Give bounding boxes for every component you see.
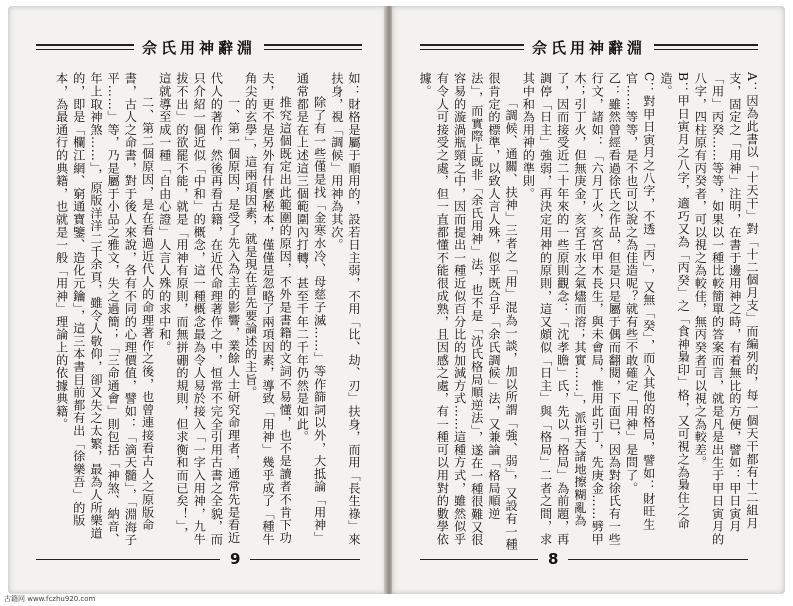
right-page-body (418, 72, 760, 552)
left-page (8, 6, 386, 594)
paragraph: A：因為此書以「十天干」對「十二個月支」而編列的，每一個天干都有十二組月支，固定之「用神」注明，在書于邊用神之時，有着無比的方便，譬如：甲日寅月「用」丙癸……等等，如果以一種比較簡單的答案而言，就是凡是出生于甲日寅月的八字，四柱原有丙癸者，可以視之為較佳，無丙癸者可以視之為較差。 (693, 72, 759, 546)
right-page-header (420, 34, 758, 60)
site-watermark: 古籍网 www.fczhu920.com (4, 595, 96, 603)
header-rule-left (420, 44, 524, 50)
header-rule-right (264, 44, 362, 50)
paragraph: 除了有一些僅是找「金寒水冷、母慈子滅……」等作篩詞以外，大抵論「用神」通常都是在上述這三個範圍內打轉，甚至千年二千年仍然是如此。 (295, 72, 327, 545)
paragraph: 二、第二個原因，是在看過近代人的命理著作之後，也曾連接看古人之原版命書，古人之命書，對于後人來說，各有不同的心理價值，譬如：「滴天髓」，「淵海子平……」等，乃是屬于小品之雅文，失之過簡；「三命通會」則包括「神煞、納音、年上取神煞……」，原版洋洋二千余頁，雖令人敬仰，卻又失之太繁，最為人所樂道的，即是「欄江網、窮通寶鑒、造化元鑰」，這三本書目前都有出「徐樂吾」的版本，為最通行的典籍，也就是一般「用神」理論上的依據典籍。 (54, 72, 155, 547)
left-page-footer (8, 550, 386, 568)
header-rule-right (654, 44, 758, 50)
page-number: 8 (548, 550, 559, 568)
footer-rule (568, 559, 748, 560)
paragraph: 推究這個既定出此範圍的原因，不外是書籍的文詞不易懂，也不是讀者不肯下功夫，更不是另外有什麼秘本，僅僅是忽略了兩項因素，導致「用神」幾乎成了「種牛角尖的玄學」，這兩項因素，就是現在首先要論述的主旨。 (243, 72, 293, 546)
right-page-footer (392, 550, 785, 568)
page-number: 9 (230, 550, 241, 568)
paragraph: 一、第一個原因，是受了先入為主的影響，業餘人士研究命理者，通常先是看近代人的著作，然後再看古籍，在近代命理著作之中，恒常不完全引用古書之全貌，而只介紹一個近似「中和」的概念，這一種概念最為令人易於接入「一字入用神，九牛拔不出」的欲罷不能，就是「用神有原則，而無拼硼的規則，但求衡和而已矣！」，這就導至成一種「自由心證」人言人殊的求中和。 (157, 72, 241, 546)
running-title: 佘氏用神辭淵 (532, 38, 647, 57)
paragraph: 如：財格是屬于順用的，設若日主弱，不用「比、劫、刃」扶身，而用「長生祿」來扶身，視「調候」用神為其次。 (329, 72, 361, 546)
paragraph: C：對甲日寅月之八字，不透「丙」，又無「癸」，而入其他的格局，譬如：財旺生官……等等，是不也可以說之為佳造呢？就有些不敢確定「用神」是問了。 (624, 72, 656, 531)
paragraph: 乙：雖然曾經看過徐氏之作品，但是只是屬于偶而翻閱，下面已，因為對徐氏有一些行文，諸如：「六月丁火，亥宮甲木長生，與未會局，惟用此引丁，先庚金……劈甲木；引丁火，但無庚金，亥宮壬水之氣燼而溶；其實……」，派指天諸地擦糊亂為了，因而接受近二十年來的一些原則觀念：「沈孝瞻」氏，先以「格局」為前題，再調停「日主」強弱，再決定用神的原則，這又頗似「日主」與「格局」二者之間，求其中和為用神的準則。 (521, 72, 622, 546)
header-rule-left (36, 44, 134, 50)
paragraph: B：甲日寅月之八字，適巧又為「丙癸」之「食神梟印」格，又可視之為梟住之命造。 (658, 72, 691, 530)
footer-rule (250, 559, 360, 560)
running-title: 佘氏用神辭淵 (142, 38, 257, 57)
paragraph: 「調候、通關、扶神」三者之「用」混為一談，加以所謂「強、弱」，又設有一種很肯定的標準，以致人言人殊，似乎既合乎「余氏調候」法，又兼論「格局順逆法」，而實際上既非「余氏用神」法，也不是「沈氏格局順逆法」，遂在一種很難又很容易的漩渦瓶頸之中，因而提出一種近似百分比的加減方式……這種方式，雖然似乎有令人可接受之處，但一直都懂不能很成熟，且因感之處，有一種可以用對的數學依據。 (418, 72, 519, 552)
footer-rule (36, 559, 220, 560)
right-page (392, 6, 785, 594)
footer-rule (420, 559, 538, 560)
left-page-header (36, 34, 362, 60)
left-page-body (36, 72, 362, 552)
